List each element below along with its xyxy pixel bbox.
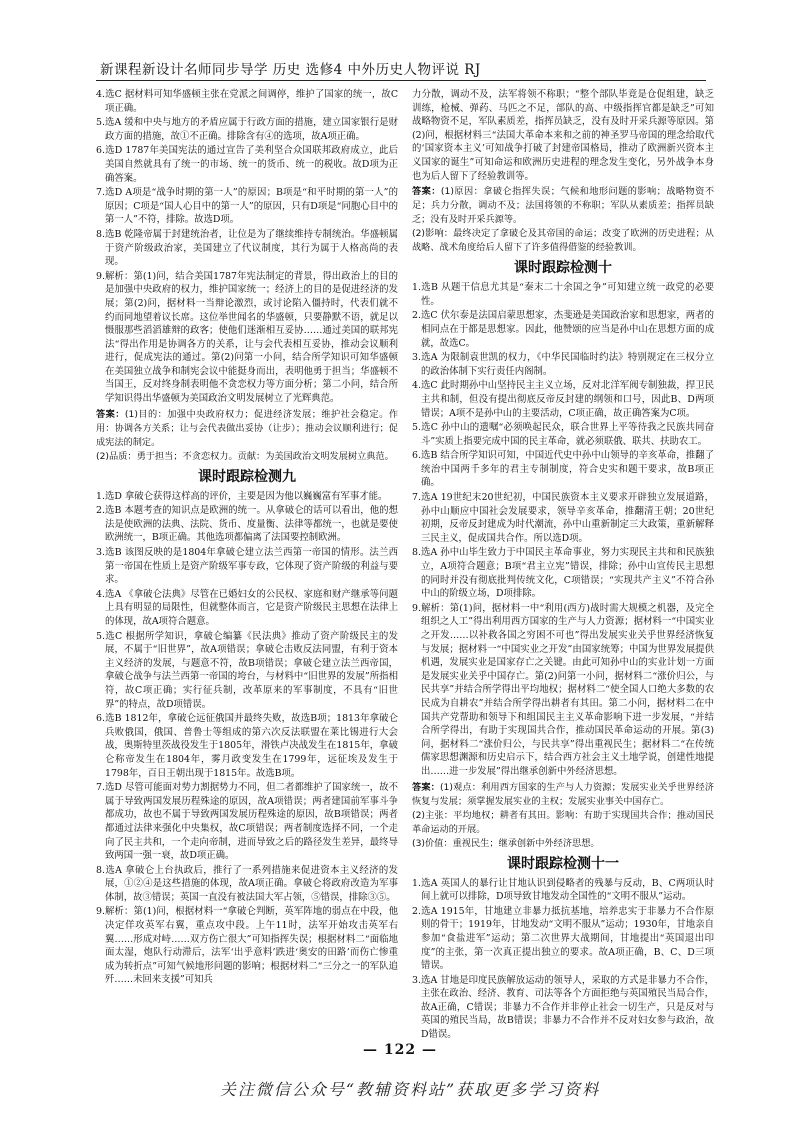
answer-item: 6.选B 结合所学知识可知，中国近代史中孙中山领导的辛亥革命，推翻了统治中国两千多年的君主专制制度，符合史实和题干要求，故B项正确。 (412, 450, 714, 489)
answer-text: (1)原因：拿破仑指挥失误；气候和地形问题的影响；战略物资不足；兵力分散，调动不及；法国将领的不称职；军队从素质差；指挥员缺乏；没有及时开采兵源等。 (412, 186, 715, 226)
left-column (96, 88, 398, 988)
section-title: 课时跟踪检测十 (514, 260, 612, 277)
continued-paragraph: 力分散，调动不及，法军将领不称职；“整个部队毕竟是仓促组建，缺乏训练，枪械、弹药、马匹之不足，部队的高、中级指挥官都是缺乏”可知战略物资不足，军队素质差，指挥员缺乏，没有及时开采兵源等原因。第(2)问，根据材料三“法国大革命本来和之前的神圣罗马帝国的理念给取代的‘国家资本主义’可知战争打破了封建帝国格局，推动了欧洲新兴资本主义国家的诞生”可知命运和欧洲历史进程的理念发生变化，另外战争本身也为后人留下了经验教训等。 (412, 89, 714, 182)
answer-block (412, 781, 714, 851)
answer-item: 3.选A 为限制袁世凯的权力，《中华民国临时约法》特别规定在三权分立的政治体制下实行责任内阁制。 (412, 352, 714, 377)
answer-item: 3.选A 甘地是印度民族解放运动的领导人，采取的方式是非暴力不合作，主张在政治、经济、教育、司法等各个方面拒绝与英国殖民当局合作，故A正确，C错误；非暴力不合作并非停止社会一切生产，只是反对与英国的殖民当局，故B错误；非暴力不合作并不反对妇女参与政治，故D错误。 (412, 974, 714, 1041)
section-items (412, 281, 714, 778)
answer-item: 4.选A 《拿破仑法典》尽管在已婚妇女的公民权、家庭和财产继承等问题上具有明显的局限性，但就整体而言，它是资产阶级民主思想在法律上的体现，故A项符合题意。 (96, 588, 398, 627)
answer-item: 5.选A 缓和中央与地方的矛盾应属于行政方面的措施，建立国家银行是财政方面的措施，故①不正确。排除含有④的选项，故A项正确。 (96, 117, 398, 142)
header-rule (96, 80, 706, 81)
answer-item: 1.选D 拿破仑获得这样高的评价，主要是因为他以巍巍富有军事才能。 (96, 490, 388, 502)
page-number: — 122 — (363, 1042, 437, 1058)
answer-item: 7.选D 尽管可能面对势力割据势力不同，但二者都维护了国家统一，故不属于导致两国发展历程殊途的原因，故A项错误；两者建国前军事斗争都成功，故也不属于导致两国发展历程殊途的原因，故B项错误；两者都通过法律来强化中央集权，故C项错误；两者制度选择不同，一个走向了民主共和，一个走向帝制，进而导致之后的路径发生差异，最终导致两国一强一衰，故D项正确。 (96, 782, 398, 862)
answer-item: 2.选A 1915年，甘地建立非暴力抵抗基地，培养忠实于非暴力不合作原则的骨干；1919年，甘地发动“文明不服从”运动；1930年，甘地亲自参加“食盐进军”运动；第二次世界大战期间，甘地提出“英国退出印度”的主张，第一次真正提出独立的要求。故A项正确，B、C、D三项错误。 (412, 905, 714, 972)
answer-text: (1)目的：加强中央政府权力；促进经济发展；维护社会稳定。作用：协调各方关系；让与会代表做出妥协（让步）；推动会议顺利进行；促成宪法的制定。 (96, 408, 399, 448)
answer-label: 答案： (412, 186, 441, 198)
answer-item: 7.选D A项是“战争时期的第一人”的原因；B项是“和平时期的第一人”的原因；C项是“国人心目中的第一人”的原因，只有D项是“同胞心目中的第一人”不符，排除。故选D项。 (96, 187, 398, 226)
analysis-item: 9.解析：第(1)问，根据材料一“拿破仑判断，英军阵地的弱点在中段，他决定佯攻英军右翼，重点攻中段。上午11时，法军开始攻击英军右翼……形成对峙……双方伤亡很大”可知指挥失误；根据材料二“面临地面太湿，炮队行动滞后，法军‘出乎意料’跌进‘奥安的田路’而伤亡惨重成为转折点”可知气候地形问题的影响；根据材料二“三分之一的军队追歼……未回来支援”可知兵 (96, 906, 398, 986)
right-column (412, 88, 714, 1043)
answer-item: 6.选D 1787年美国宪法的通过宣告了美利坚合众国联邦政府成立，此后美国自然就具有了统一的市场、统一的货币、统一的税收。故D项为正确答案。 (96, 145, 398, 184)
section-title: 课时跟踪检测十一 (507, 855, 619, 872)
answer-item: 4.选C 据材料可知华盛顿主张在党派之间调停，维护了国家的统一，故C项正确。 (96, 89, 398, 114)
answer-item: 4.选C 此时期孙中山坚持民主主义立场，反对北洋军阀专制独裁，捍卫民主共和制，但没有提出彻底反帝反封建的纲领和口号，因此B、D两项错误；A项不是孙中山的主要活动，C项正确，故正确答案为C项。 (412, 380, 714, 419)
answer-item: 2.选C 伏尔泰是法国启蒙思想家，杰斐逊是美国政治家和思想家，两者的相同点在于都是思想家。因此，他赞颂的应当是孙中山在思想方面的成就，故选C。 (412, 310, 714, 349)
running-header: 新课程新设计名师同步导学 历史 选修4 中外历史人物评说 RJ (100, 62, 481, 78)
answer-block (412, 185, 714, 255)
section-items (412, 877, 714, 1042)
answer-item: 5.选C 孙中山的遗嘱“必须唤起民众，联合世界上平等待我之民族共同奋斗”实质上指要完成中国的民主革命，就必须联俄、联共、扶助农工。 (412, 422, 714, 447)
answer-item: 8.选A 拿破仑上台执政后，推行了一系列措施来促进资本主义经济的发展，①②④是这些措施的体现，故A项正确。拿破仑将政府改造为军事体制，故③错误；英国一直没有被法国大军占领，⑤错误，排除③⑤。 (96, 864, 398, 903)
left-items-pre (96, 88, 398, 406)
answer-block (96, 408, 398, 464)
answer-item: 8.选B 乾隆帝属于封建统治者，让位是为了继续维持专制统治。华盛顿属于资产阶级政治家，美国建立了代议制度，其行为属于人格高尚的表现。 (96, 228, 398, 268)
footer-note: 关注微信公众号“教辅资料站”获取更多学习资料 (219, 1080, 601, 1099)
answer-item: 1.选A 英国人的暴行让甘地认识到侵略者的残暴与反动，B、C两项认时间上就可以排除，D项导致甘地发动全国性的“文明不服从”运动。 (412, 877, 714, 903)
answer-item: 2.选B 本题考查的知识点是欧洲的统一。从拿破仑的话可以看出，他的想法是使欧洲的法典、法院、货币、度量衡、法律等都统一，也就是要使欧洲统一，B项正确。其他选项都偏离了法国要控制欧洲。 (96, 505, 398, 544)
analysis-item: 9.解析：第(1)问，结合美国1787年宪法制定的背景，得出政治上的目的是加强中央政府的权力，维护国家统一；经济上的目的是促进经济的发展；第(2)问，据材料一当辩论激烈，或讨论陷入僵持时，代表们就不约而同地望着议长席。这位举世闻名的华盛顿，只要静默不语，就足以慑服那些滔滔雄辩的政客；使他们迷渐相互妥协……通过美国的联邦宪法“得出作用是协调各方的关系，让与会代表相互妥协，推动会议顺利进行，促成宪法的通过。第(2)问第一小问，结合所学知识可知华盛顿在美国独立战争和制宪会议中能挺身而出，表明他勇于担当；华盛顿不当国王，反对终身制表明他不贪恋权力等方面分析；第二小问，结合所学知识得出华盛顿为美国政治文明发展树立了光辉典范。 (96, 270, 398, 405)
answer-text: (2)主张：平均地权；耕者有其田。影响：有助于实现国共合作；推动国民革命运动的开展。 (412, 809, 714, 835)
answer-label: 答案： (96, 408, 125, 420)
section-items (96, 490, 398, 987)
answer-item: 3.选B 该图反映的是1804年拿破仑建立法兰西第一帝国的情形。法兰西第一帝国在性质上是资产阶级军事专政，它体现了资产阶级的利益与要求。 (96, 547, 398, 586)
answer-item: 8.选A 孙中山毕生致力于中国民主革命事业，努力实现民主共和和民族独立，A项符合题意；B项“君主立宪”错误，排除；孙中山宣传民主思想的同时并没有彻底批判传统文化，C项错误；“实现共产主义”不符合孙中山的阶级立场，D项排除。 (412, 547, 714, 600)
answer-item: 1.选B 从题干信息尤其是“秦末二十余国之争”可知建立统一政党的必要性。 (412, 282, 714, 307)
answer-text: (2)影响：最终决定了拿破仑及其帝国的命运；改变了欧洲的历史进程；从战略、战术角度给后人留下了许多值得借鉴的经验教训。 (412, 228, 714, 254)
analysis-item: 9.解析：第(1)问，据材料一中“利用(西方)战时需大规模之机器，及完全组织之人工”得出利用西方国家的生产与人力资源；据材料一“中国实业之开发……以补救各国之穷困不可也”得出发展实业关乎世界经济恢复与发展；据材料一“中国实业之开发”由国家统筹；中国为世界发展提供机遇，发展实业是国家存亡之关键。由此可知孙中山的实业计划一方面是发展实业关乎中国存亡。第(2)问第一小问，据材料二“涨价归公，与民共享”并结合所学得出平均地权；据材料二“使全国人口绝大多数的农民成为自耕农”并结合所学得出耕者有其田。第二小问，据材料二在中国共产党帮助和领导下和组国民主主义革命影响下进一步发展，“并结合所学得出，有助于实现国共合作，推动国民革命运动的开展。第(3)问，据材料二“涨价归公，与民共享”得出重视民生；据材料二“在传统儒家思想渊源和历史启示下，结合西方社会主义土地学说，创建性地提出……进一步发展”得出继承创新中外经济思想。 (412, 602, 714, 777)
answer-label: 答案： (412, 781, 440, 793)
section-title: 课时跟踪检测九 (198, 468, 296, 485)
answer-item: 5.选C 根据所学知识，拿破仑编纂《民法典》推动了资产阶级民主的发展，不属于“旧世界”，故A项错误；拿破仑击败反法同盟，有利于资本主义经济的发展，与题意不符，故B项错误；拿破仑建立法兰西帝国，拿破仑战争与法兰西第一帝国的垮台，与材料中“旧世界的发展”所指相符，故C项正确；实行征兵制，改革原来的军事制度，不具有“旧世界”的特点，故D项错误。 (96, 630, 398, 710)
answer-item: 7.选A 19世纪末20世纪初，中国民族资本主义要求开辟独立发展道路，孙中山顺应中国社会发展要求，领导辛亥革命，推翻清王朝；20世纪初期，反帝反封建成为时代潮流，孙中山重新制定三大政策，重新解释三民主义，促成国共合作。所以选D项。 (412, 492, 714, 544)
answer-text: (3)价值：重视民生；继承创新中外经济思想。 (412, 837, 600, 849)
answer-text: (1)观点：利用西方国家的生产与人力资源；发展实业关乎世界经济恢复与发展；须掌握发展实业的主权；发展实业事关中国存亡。 (412, 781, 714, 807)
answer-text: (2)品质：勇于担当；不贪恋权力。贡献：为美国政治文明发展树立典范。 (96, 450, 394, 462)
answer-item: 6.选B 1812年，拿破仑远征俄国并最终失败，故选B项；1813年拿破仑兵败俄国，俄国、普鲁士等组成的第六次反法联盟在莱比锡进行大会战，奥斯特里茨战役发生于1805年，滑铁卢决战发生在1815年，拿破仑称帝发生在1804年，雾月政变发生在1799年，远征埃及发生于1798年，百日王朝出现于1815年。故选B项。 (96, 713, 398, 779)
